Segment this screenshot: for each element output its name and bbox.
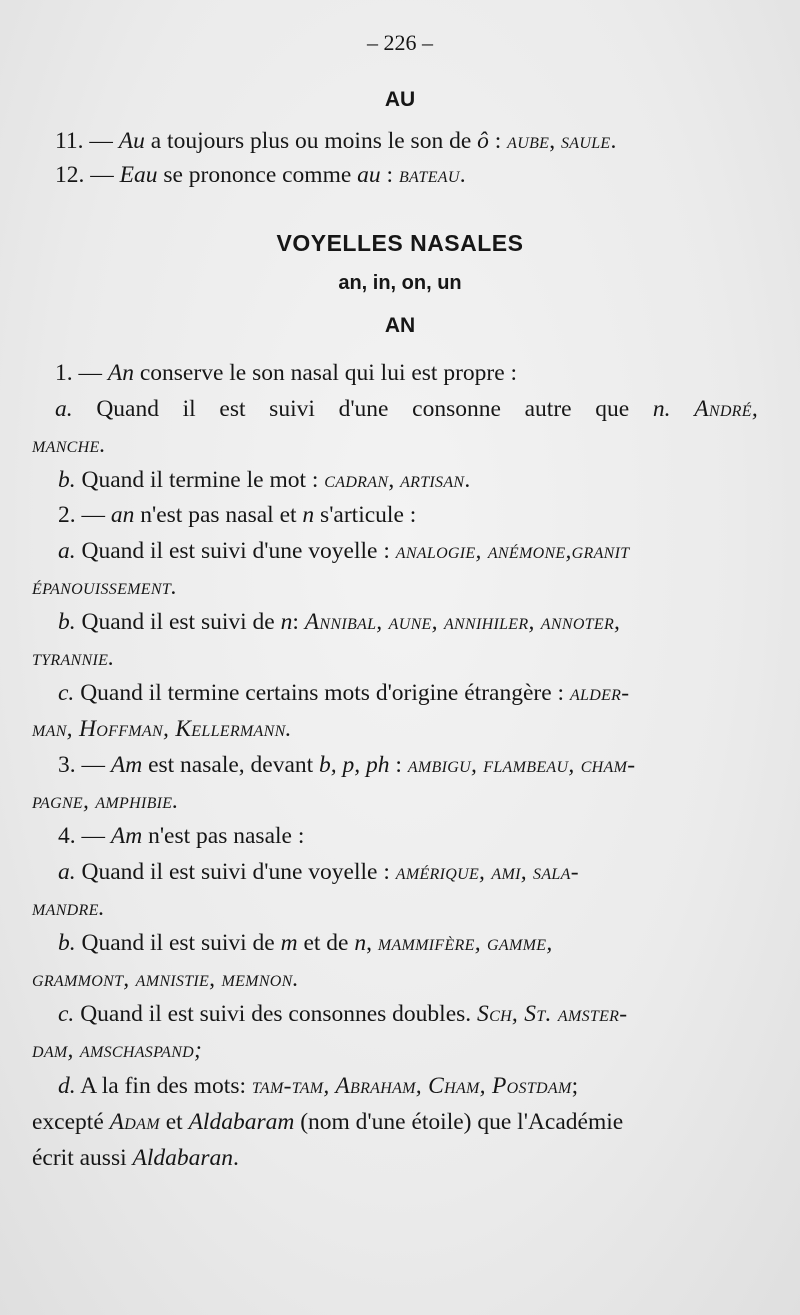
nasales-heading: VOYELLES NASALES [276,230,524,256]
example-words: ambigu, flambeau, cham- [407,752,636,778]
rule-text: est nasale, devant [142,752,320,778]
example-word: bateau [398,162,460,188]
rule-text: se prononce comme [157,162,358,188]
rule-end: . [464,467,471,493]
rule-2a [58,536,629,566]
nasales-subtitle: an, in, on, un [338,272,462,294]
rule-colon: : [292,609,305,635]
rule-letter-n: n [280,609,293,635]
example-words: mammifère, gamme, [377,930,553,956]
rule-4b-cont [32,964,299,994]
example-words: grammont, amnistie, memnon. [32,966,299,992]
example-word: Aldabaran [132,1145,234,1171]
rule-4d-cont [32,1107,623,1137]
rule-1a-cont [32,430,106,460]
rule-number: 12. — [55,162,114,188]
rule-2c-cont [32,714,292,744]
an-heading: AN [384,314,416,337]
rule-text: Quand il est suivi d'une voyelle : [75,538,396,564]
rule-letter-n: n. [652,396,671,422]
rule-text: écrit aussi [32,1145,133,1171]
rule-1 [55,358,517,388]
rule-letter: c. [58,680,75,706]
example-word: tyrannie. [32,645,115,671]
rule-text: A la fin des mots: [75,1073,252,1099]
rule-letter: a. [58,859,76,885]
example-words: pagne, amphibie. [32,788,179,814]
rule-number: 4. — [58,823,105,849]
rule-comma: , [549,128,561,154]
example-words: tam-tam, Abraham, Cham, Postdam [251,1073,572,1099]
rule-text: Quand il est suivi de [75,930,281,956]
rule-4 [58,821,304,851]
rule-text: Quand il est suivi d'une consonne autre que [96,396,630,422]
rule-comma: , [366,930,378,956]
example-word: cadran [324,467,389,493]
example-words: analogie, anémone,granit [395,538,630,564]
rule-4c [58,999,627,1029]
rule-end: . [233,1145,239,1171]
example-words: Annibal, aune, annihiler, annoter, [304,609,621,635]
rule-text: et [159,1109,189,1135]
rule-text: n'est pas nasal et [134,502,303,528]
rule-letter: a. [55,396,73,422]
rule-letter: d. [58,1073,76,1099]
rule-4d [58,1071,578,1101]
rule-term: Am [110,823,143,849]
rule-text: Quand il est suivi des consonnes doubles. [74,1001,478,1027]
rule-4a [58,857,579,887]
rule-letter: b. [58,609,76,635]
example-words: amérique, ami, sala- [395,859,579,885]
rule-letter: a. [58,538,76,564]
rule-text: Quand il est suivi de [75,609,281,635]
rule-end: . [610,128,617,154]
rule-number: 3. — [58,752,105,778]
rule-text: a toujours plus ou moins le son de [144,128,478,154]
example-word: manche. [32,432,106,458]
rule-2 [58,500,416,530]
rule-1a [55,394,758,424]
rule-4a-cont [32,893,105,923]
rule-4c-cont [32,1035,202,1065]
rule-text: conserve le son nasal qui lui est propre : [133,360,518,386]
example-words: man, Hoffman, Kellermann. [32,716,292,742]
rule-text: excepté [32,1109,110,1135]
example-word: Adam [109,1109,160,1135]
rule-4b [58,928,553,958]
page-number: – 226 – [367,30,433,55]
rule-3 [58,750,635,780]
example-words: Sch, St. amster- [477,1001,628,1027]
rule-3-cont [32,786,179,816]
rule-number: 11. — [55,128,113,154]
example-word: aube [507,128,550,154]
rule-2a-cont [32,572,177,602]
rule-letter-m: m [280,930,298,956]
rule-term: Eau [119,162,158,188]
rule-letter: b. [58,467,76,493]
example-word: artisan [400,467,465,493]
rule-1b [58,465,470,495]
rule-12 [55,160,466,190]
rule-term: An [107,360,134,386]
rule-colon: : [488,128,508,154]
example-word: Aldabaram [188,1109,295,1135]
rule-number: 2. — [58,502,105,528]
rule-letter: c. [58,1001,75,1027]
au-heading: AU [384,88,416,111]
example-word: mandre. [32,895,105,921]
rule-11 [55,126,616,156]
rule-2c [58,678,629,708]
rule-comma: , [388,467,401,493]
rule-colon: : [389,752,408,778]
rule-end: ; [571,1073,579,1099]
rule-number: 1. — [55,360,102,386]
rule-term: Au [118,128,145,154]
rule-end: . [459,162,466,188]
example-word: alder- [569,680,630,706]
rule-text: et de [297,930,355,956]
rule-text: s'articule : [314,502,417,528]
rule-4d-cont2 [32,1143,239,1173]
example-word: André, [694,396,758,422]
rule-text: n'est pas nasale : [142,823,305,849]
rule-letter-n: n [302,502,315,528]
example-word: saule [560,128,611,154]
rule-text: Quand il est suivi d'une voyelle : [75,859,396,885]
rule-sound: au [357,162,381,188]
rule-letters: b, p, ph [319,752,390,778]
rule-2b [58,607,620,637]
example-words: dam, amschaspand; [32,1037,203,1063]
rule-text: Quand il termine certains mots d'origine étrangère : [74,680,570,706]
rule-sound: ô [477,128,489,154]
example-word: épanouissement. [32,574,178,600]
rule-colon: : [380,162,399,188]
rule-letter-n: n [354,930,367,956]
rule-2b-cont [32,643,114,673]
rule-term: an [110,502,135,528]
rule-text: (nom d'une étoile) que l'Académie [294,1109,624,1135]
rule-letter: b. [58,930,76,956]
rule-text: Quand il termine le mot : [75,467,325,493]
rule-term: Am [110,752,143,778]
